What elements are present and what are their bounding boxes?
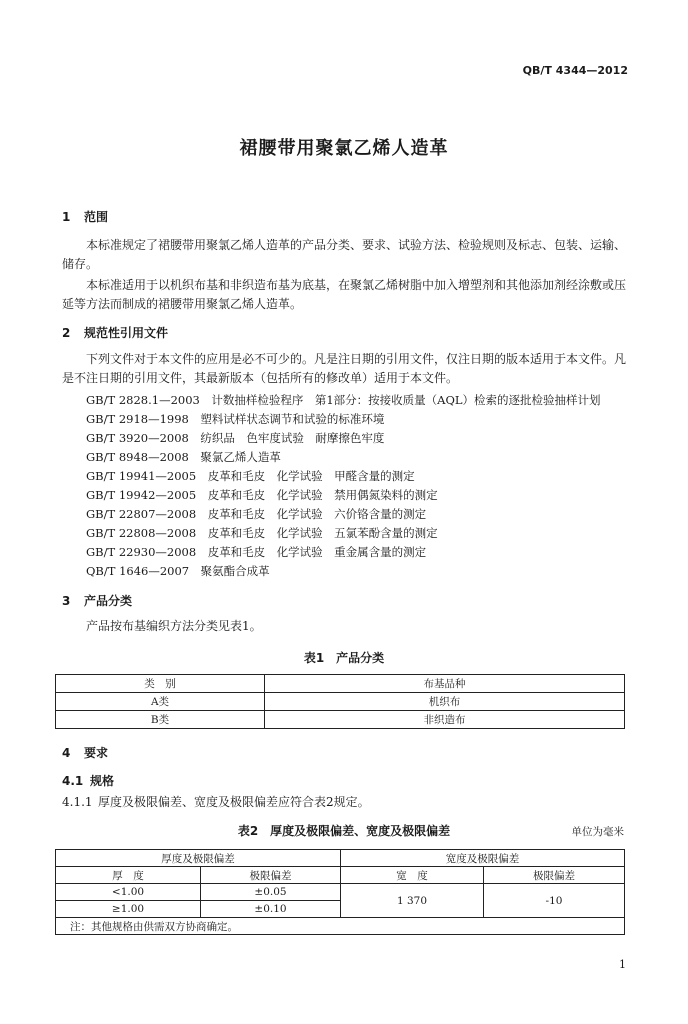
reference-item: GB/T 22808—2008 皮革和毛皮 化学试验 五氯苯酚含量的测定 bbox=[86, 526, 438, 540]
section-number: 4 bbox=[62, 746, 71, 760]
reference-item: GB/T 2918—1998 塑料试样状态调节和试验的标准环境 bbox=[86, 412, 385, 426]
subsection-4-1-heading bbox=[62, 772, 114, 789]
table-cell: 机织布 bbox=[265, 693, 625, 711]
page-number: 1 bbox=[619, 958, 626, 971]
table-header-cell: 厚 度 bbox=[56, 867, 201, 884]
table-header-cell: 宽 度 bbox=[341, 867, 484, 884]
table-cell: <1.00 bbox=[56, 884, 201, 901]
section-title: 要求 bbox=[84, 746, 109, 760]
subsection-title: 规格 bbox=[90, 774, 115, 788]
table-cell: ±0.10 bbox=[201, 901, 341, 918]
section-2-heading bbox=[62, 324, 168, 341]
table-header-cell: 极限偏差 bbox=[201, 867, 341, 884]
classification-text: 产品按布基编织方法分类见表1。 bbox=[86, 619, 262, 633]
table2-thickness-width bbox=[55, 849, 625, 935]
clause-text: 厚度及极限偏差、宽度及极限偏差应符合表2规定。 bbox=[98, 795, 370, 809]
table2-caption: 表2 厚度及极限偏差、宽度及极限偏差 bbox=[237, 824, 451, 838]
table-header-row bbox=[56, 867, 625, 884]
section-title: 规范性引用文件 bbox=[84, 326, 169, 340]
section-title: 产品分类 bbox=[84, 594, 133, 608]
section-1-heading bbox=[62, 208, 108, 225]
reference-item: GB/T 19941—2005 皮革和毛皮 化学试验 甲醛含量的测定 bbox=[86, 469, 415, 483]
reference-item: GB/T 8948—2008 聚氯乙烯人造革 bbox=[86, 450, 281, 464]
table-group-header-row bbox=[56, 850, 625, 867]
table-cell: ±0.05 bbox=[201, 884, 341, 901]
table-cell-width-tolerance: -10 bbox=[484, 884, 625, 918]
scope-paragraph-1: 本标准规定了裙腰带用聚氯乙烯人造革的产品分类、要求、试验方法、检验规则及标志、包装、运输、储存。 bbox=[62, 238, 627, 271]
table-row bbox=[56, 711, 625, 729]
table1-caption: 表1 产品分类 bbox=[303, 651, 385, 665]
table1-product-classification bbox=[55, 674, 625, 729]
table2-unit: 单位为毫米 bbox=[571, 826, 624, 838]
table-cell: A类 bbox=[56, 693, 265, 711]
table-header-cell: 极限偏差 bbox=[484, 867, 625, 884]
table-note: 注：其他规格由供需双方协商确定。 bbox=[56, 918, 625, 935]
table-header-cell: 布基品种 bbox=[265, 675, 625, 693]
table-header-cell: 厚度及极限偏差 bbox=[56, 850, 341, 867]
scope-paragraph-2: 本标准适用于以机织布基和非织造布基为底基，在聚氯乙烯树脂中加入增塑剂和其他添加剂经涂敷或压延等方法而制成的裙腰带用聚氯乙烯人造革。 bbox=[62, 278, 627, 311]
table-header-cell: 宽度及极限偏差 bbox=[341, 850, 625, 867]
table-row bbox=[56, 884, 625, 901]
standard-code: QB/T 4344—2012 bbox=[522, 64, 628, 77]
section-number: 1 bbox=[62, 210, 71, 224]
table-cell: 非织造布 bbox=[265, 711, 625, 729]
table-cell-width-value: 1 370 bbox=[341, 884, 484, 918]
table-cell: ≥1.00 bbox=[56, 901, 201, 918]
section-title: 范围 bbox=[84, 210, 109, 224]
document-title: 裙腰带用聚氯乙烯人造革 bbox=[239, 138, 449, 159]
reference-item: GB/T 19942—2005 皮革和毛皮 化学试验 禁用偶氮染料的测定 bbox=[86, 488, 438, 502]
clause-4-1-1 bbox=[62, 793, 370, 812]
table-cell: B类 bbox=[56, 711, 265, 729]
table-note-row bbox=[56, 918, 625, 935]
reference-item: QB/T 1646—2007 聚氨酯合成革 bbox=[86, 564, 270, 578]
reference-item: GB/T 22930—2008 皮革和毛皮 化学试验 重金属含量的测定 bbox=[86, 545, 427, 559]
section-3-heading bbox=[62, 592, 132, 609]
reference-item: GB/T 2828.1—2003 计数抽样检验程序 第1部分：按接收质量（AQL）检索的逐批检验抽样计划 bbox=[86, 393, 601, 407]
table-header-cell: 类 别 bbox=[56, 675, 265, 693]
clause-number: 4.1.1 bbox=[62, 795, 93, 809]
table-row bbox=[56, 693, 625, 711]
reference-item: GB/T 22807—2008 皮革和毛皮 化学试验 六价铬含量的测定 bbox=[86, 507, 427, 521]
table-header-row bbox=[56, 675, 625, 693]
reference-item: GB/T 3920—2008 纺织品 色牢度试验 耐摩擦色牢度 bbox=[86, 431, 385, 445]
section-number: 2 bbox=[62, 326, 71, 340]
section-4-heading bbox=[62, 744, 108, 761]
section-number: 3 bbox=[62, 594, 71, 608]
references-intro: 下列文件对于本文件的应用是必不可少的。凡是注日期的引用文件，仅注日期的版本适用于本文件。凡是不注日期的引用文件，其最新版本（包括所有的修改单）适用于本文件。 bbox=[62, 352, 627, 385]
subsection-number: 4.1 bbox=[62, 774, 84, 788]
